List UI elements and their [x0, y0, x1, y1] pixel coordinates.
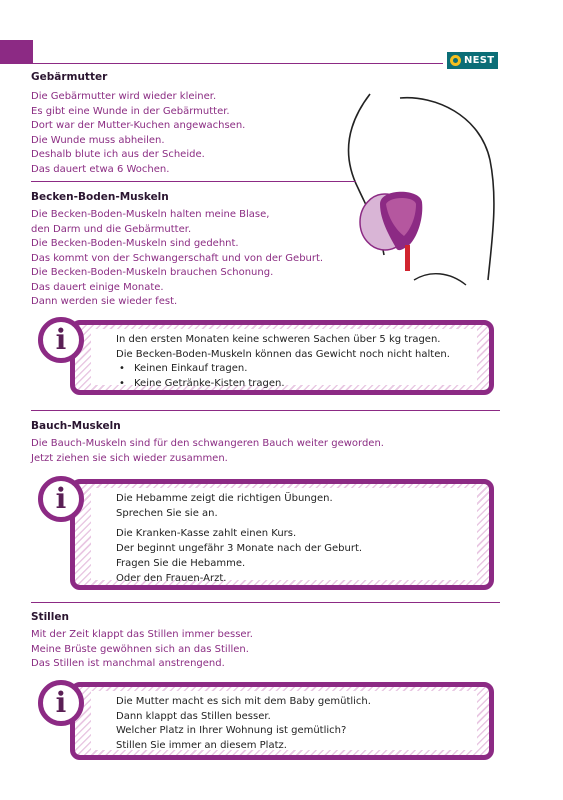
body-line: Das dauert einige Monate. — [31, 281, 164, 293]
page-tab-marker — [0, 40, 33, 64]
body-line: Deshalb blute ich aus der Scheide. — [31, 149, 205, 160]
info-line: Welcher Platz in Ihrer Wohnung ist gemütlich? — [116, 725, 347, 737]
info-line: Sprechen Sie sie an. — [116, 507, 218, 519]
info-line: Die Hebamme zeigt die richtigen Übungen. — [116, 493, 333, 504]
section-divider — [31, 410, 500, 411]
info-line: Oder den Frauen-Arzt. — [116, 572, 227, 584]
section-becken-boden — [31, 190, 323, 310]
body-line: Die Becken-Boden-Muskeln halten meine Blase, — [31, 209, 270, 220]
info-line: Die Mutter macht es sich mit dem Baby gemütlich. — [116, 696, 371, 707]
body-line: den Darm und die Gebärmutter. — [31, 223, 192, 235]
info-line: Der beginnt ungefähr 3 Monate nach der Geburt. — [116, 543, 363, 555]
body-line: Die Becken-Boden-Muskeln brauchen Schonung. — [31, 267, 274, 278]
info-icon: i — [38, 317, 84, 363]
section-bauch-muskeln — [31, 419, 384, 466]
section-stillen — [31, 610, 253, 672]
section-divider — [31, 181, 356, 182]
header-rule — [33, 63, 443, 64]
info-line: Die Kranken-Kasse zahlt einen Kurs. — [116, 528, 297, 540]
info-bullet: • Keinen Einkauf tragen. — [116, 362, 477, 377]
body-line: Das Stillen ist manchmal anstrengend. — [31, 658, 225, 669]
section-title: Becken-Boden-Muskeln — [31, 191, 169, 203]
sun-icon — [450, 55, 461, 66]
info-icon: i — [38, 476, 84, 522]
body-line: Jetzt ziehen sie sich wieder zusammen. — [31, 452, 228, 464]
nest-logo — [447, 52, 498, 69]
section-divider — [31, 602, 500, 603]
section-title: Bauch-Muskeln — [31, 420, 121, 432]
body-line: Die Becken-Boden-Muskeln sind gedehnt. — [31, 238, 239, 249]
uterus-illustration — [340, 80, 500, 300]
body-line: Dann werden sie wieder fest. — [31, 296, 178, 307]
info-box-stillen — [70, 682, 494, 760]
section-title: Stillen — [31, 611, 69, 623]
blood-flow-shape — [405, 245, 410, 271]
info-line: In den ersten Monaten keine schweren Sachen über 5 kg tragen. — [116, 334, 441, 345]
section-gebaermutter — [31, 70, 245, 177]
info-box-bauch — [70, 479, 494, 590]
info-line: Dann klappt das Stillen besser. — [116, 710, 271, 722]
body-line: Die Bauch-Muskeln sind für den schwangeren Bauch weiter geworden. — [31, 438, 384, 449]
info-line: Stillen Sie immer an diesem Platz. — [116, 740, 287, 752]
body-line: Die Gebärmutter wird wieder kleiner. — [31, 91, 217, 102]
body-line: Das kommt von der Schwangerschaft und von der Geburt. — [31, 252, 324, 264]
logo-text: NEST — [464, 55, 495, 66]
info-icon: i — [38, 680, 84, 726]
body-line: Es gibt eine Wunde in der Gebärmutter. — [31, 105, 230, 117]
info-bullet: • Keine Getränke-Kisten tragen. — [116, 377, 477, 392]
info-line: Die Becken-Boden-Muskeln können das Gewicht noch nicht halten. — [116, 348, 450, 360]
body-line: Das dauert etwa 6 Wochen. — [31, 163, 170, 175]
body-line: Dort war der Mutter-Kuchen angewachsen. — [31, 120, 246, 131]
section-title: Gebärmutter — [31, 71, 108, 83]
body-line: Die Wunde muss abheilen. — [31, 134, 165, 146]
body-line: Meine Brüste gewöhnen sich an das Stillen. — [31, 643, 249, 655]
info-box-becken — [70, 320, 494, 395]
info-line: Fragen Sie die Hebamme. — [116, 557, 246, 569]
body-line: Mit der Zeit klappt das Stillen immer besser. — [31, 629, 253, 640]
